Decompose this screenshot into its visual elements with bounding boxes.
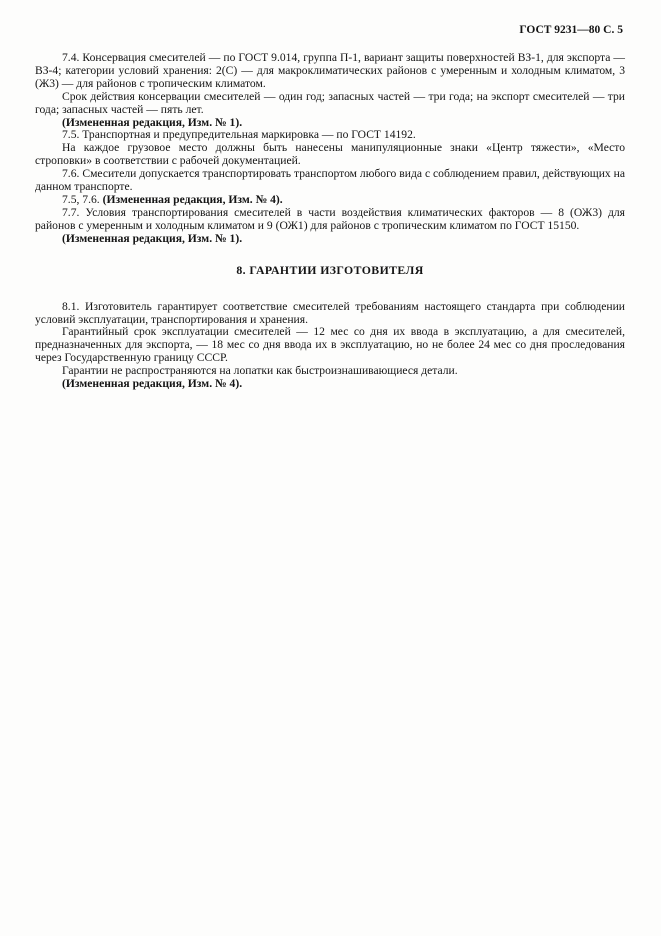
paragraph-warranty-exclusion: Гарантии не распространяются на лопатки как быстроизнашивающиеся детали. <box>62 364 458 378</box>
amendment-note-izm-4-final: (Измененная редакция, Изм. № 4). <box>62 377 243 391</box>
paragraph-7-5: 7.5. Транспортная и предупредительная маркировка — по ГОСТ 14192. <box>62 128 416 142</box>
section-8-heading: 8. ГАРАНТИИ ИЗГОТОВИТЕЛЯ <box>236 262 424 277</box>
amendment-note-izm-1-second: (Измененная редакция, Изм. № 1). <box>62 231 243 245</box>
paragraph-7-5-7-6-amendment <box>35 194 625 207</box>
amendment-note-izm-1: (Измененная редакция, Изм. № 1). <box>62 115 243 129</box>
paragraph-warranty-term: Гарантийный срок эксплуатации смесителей — 12 мес со дня их ввода в эксплуатацию, а для смесителей, предназначенных для экспорта, — 18 мес со дня ввода их в эксплуатацию, но не более 24 мес со дня проследования через Государственную границу СССР. <box>35 325 625 365</box>
amendment-note-izm-4: (Измененная редакция, Изм. № 4). <box>102 192 283 206</box>
paragraph-cargo-marks: На каждое грузовое место должны быть нанесены манипуляционные знаки «Центр тяжести», «Место строповки» в соответствии с рабочей документацией. <box>35 141 625 168</box>
document-body <box>35 52 625 391</box>
paragraph-conservation-term: Срок действия консервации смесителей — один год; запасных частей — три года; на экспорт смесителей — три года; запасных частей — пять лет. <box>35 89 625 116</box>
paragraph-8-1: 8.1. Изготовитель гарантирует соответствие смесителей требованиям настоящего стандарта при соблюдении условий эксплуатации, транспортирования и хранения. <box>35 299 625 326</box>
page-header: ГОСТ 9231—80 С. 5 <box>519 24 623 36</box>
paragraph-7-4: 7.4. Консервация смесителей — по ГОСТ 9.014, группа П-1, вариант защиты поверхностей ВЗ-1, для экспорта — ВЗ-4; категории условий хранения: 2(С) — для макроклиматических районов с умеренным и холодным климатом, 3 (Ж3) — для районов с тропическим климатом. <box>35 51 625 90</box>
paragraph-prefix: 7.5, 7.6. <box>62 192 103 206</box>
paragraph-7-6: 7.6. Смесители допускается транспортировать транспортом любого вида с соблюдением правил, действующих на данном транспорте. <box>35 167 625 194</box>
paragraph-7-7: 7.7. Условия транспортирования смесителей в части воздействия климатических факторов — 8 (ОЖ3) для районов с умеренным и холодным климатом и 9 (ОЖ1) для районов с тропическим климатом по ГОСТ 15150. <box>35 205 625 232</box>
